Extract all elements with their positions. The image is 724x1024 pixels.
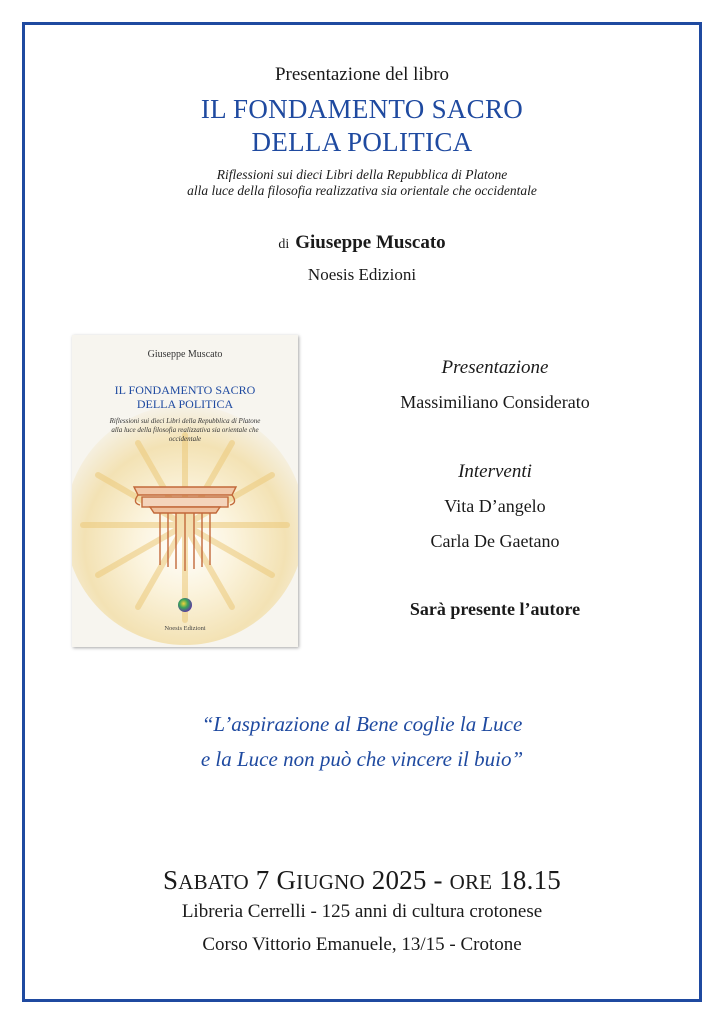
speaker-name: Carla De Gaetano: [430, 531, 560, 551]
author-present-note: Sarà presente l’autore: [409, 599, 581, 619]
date-part: ORE: [449, 870, 493, 894]
author-name: Giuseppe Muscato: [295, 232, 446, 253]
presentation-label: Presentazione: [441, 357, 549, 378]
publisher: Noesis Edizioni: [307, 265, 417, 284]
speaker-name: Vita D’angelo: [444, 496, 546, 516]
presentation-intro: Presentazione del libro: [274, 64, 450, 85]
date-part: 7 G: [248, 865, 297, 895]
book-subtitle-line1: Riflessioni sui dieci Libri della Repubblica di Platone: [216, 167, 508, 182]
date-part: ABATO: [178, 870, 249, 894]
author-prefix: di: [278, 237, 290, 252]
cover-title-line1: IL FONDAMENTO SACRO: [114, 383, 256, 397]
event-venue: Libreria Cerrelli - 125 anni di cultura crotonese: [181, 901, 543, 922]
book-title-line2: DELLA POLITICA: [251, 127, 473, 157]
cover-author: Giuseppe Muscato: [147, 349, 223, 360]
date-part: S: [163, 865, 179, 895]
book-cover-image: [72, 335, 298, 647]
cover-subtitle-line2: alla luce della filosofia realizzativa sia orientale che: [111, 426, 259, 434]
cover-subtitle-line1: Riflessioni sui dieci Libri della Repubblica di Platone: [109, 417, 261, 425]
quote-line1: “L’aspirazione al Bene coglie la Luce: [201, 712, 523, 736]
event-address: Corso Vittorio Emanuele, 13/15 - Crotone: [202, 934, 522, 955]
book-title-line1: IL FONDAMENTO SACRO: [200, 94, 524, 124]
cover-publisher: Noesis Edizioni: [164, 625, 206, 632]
author-line: [0, 232, 724, 254]
cover-subtitle-line3: occidentale: [168, 435, 202, 443]
cover-title-line2: DELLA POLITICA: [136, 397, 234, 411]
presenter-name: Massimiliano Considerato: [400, 392, 590, 412]
date-part: IUGNO: [296, 870, 365, 894]
cover-artwork: [72, 335, 298, 647]
quote-line2: e la Luce non può che vincere il buio”: [200, 747, 524, 771]
date-part: 2025 -: [364, 865, 450, 895]
event-date-time: [0, 865, 724, 896]
interventions-label: Interventi: [458, 461, 532, 482]
book-subtitle-line2: alla luce della filosofia realizzativa sia orientale che occidentale: [187, 183, 537, 198]
date-part: 18.15: [492, 865, 561, 895]
